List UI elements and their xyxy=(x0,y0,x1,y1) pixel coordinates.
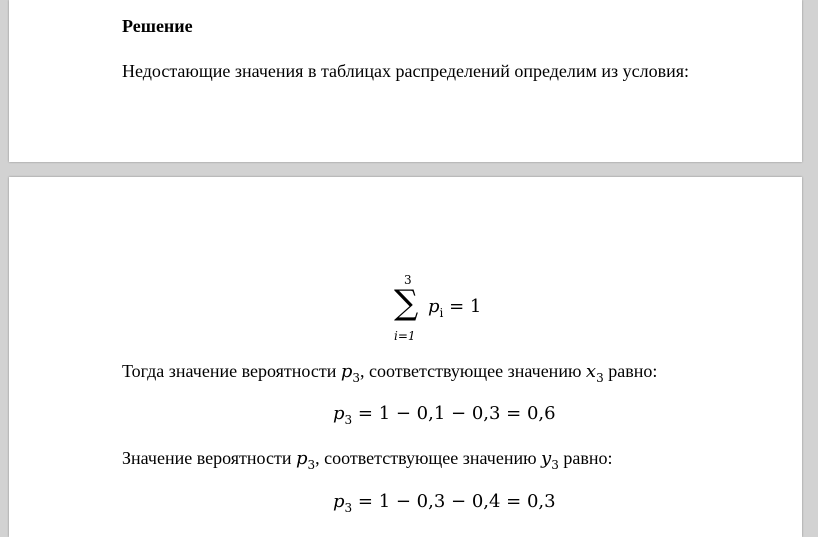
term-variable: p xyxy=(428,296,440,317)
formula-variable: p xyxy=(333,403,345,424)
term-subscript: i xyxy=(439,306,444,320)
sentence-text-middle: , соответствующее значению xyxy=(315,448,542,468)
p-variable: p xyxy=(295,448,308,469)
sentence-text-start: Значение вероятности xyxy=(122,448,296,468)
x-subscript: 3 xyxy=(596,371,604,385)
y-variable: y xyxy=(541,448,552,469)
document-page-1 xyxy=(9,0,802,162)
document-page-2 xyxy=(9,177,802,537)
y-subscript: 3 xyxy=(551,458,559,472)
formula-p3-x xyxy=(333,402,556,426)
formula-variable: p xyxy=(333,491,345,512)
formula-rhs: = 1 − 0,1 − 0,3 = 0,6 xyxy=(352,403,556,424)
sentence-text-end: равно: xyxy=(558,448,613,468)
p-subscript: 3 xyxy=(352,371,361,385)
sum-term xyxy=(428,296,482,320)
solution-heading: Решение xyxy=(122,16,193,36)
sum-lower-limit: i=1 xyxy=(394,329,416,343)
formula-subscript: 3 xyxy=(344,501,353,515)
sigma-symbol: ∑ xyxy=(394,283,419,323)
sentence-text-middle: , соответствующее значению xyxy=(360,361,586,381)
probability-x3-sentence xyxy=(122,360,657,384)
p-subscript: 3 xyxy=(307,458,316,472)
sum-upper-limit: 3 xyxy=(404,273,412,287)
sum-formula xyxy=(390,273,510,353)
sentence-text-end: равно: xyxy=(603,361,658,381)
p-variable: p xyxy=(340,361,353,382)
formula-subscript: 3 xyxy=(344,413,353,427)
formula-p3-y xyxy=(333,490,556,514)
probability-y3-sentence xyxy=(122,447,612,471)
sum-rhs: = 1 xyxy=(443,296,482,317)
x-variable: x xyxy=(585,361,597,382)
formula-rhs: = 1 − 0,3 − 0,4 = 0,3 xyxy=(352,491,556,512)
sentence-text-start: Тогда значение вероятности xyxy=(122,361,341,381)
intro-paragraph: Недостающие значения в таблицах распределений определим из условия: xyxy=(122,61,690,81)
